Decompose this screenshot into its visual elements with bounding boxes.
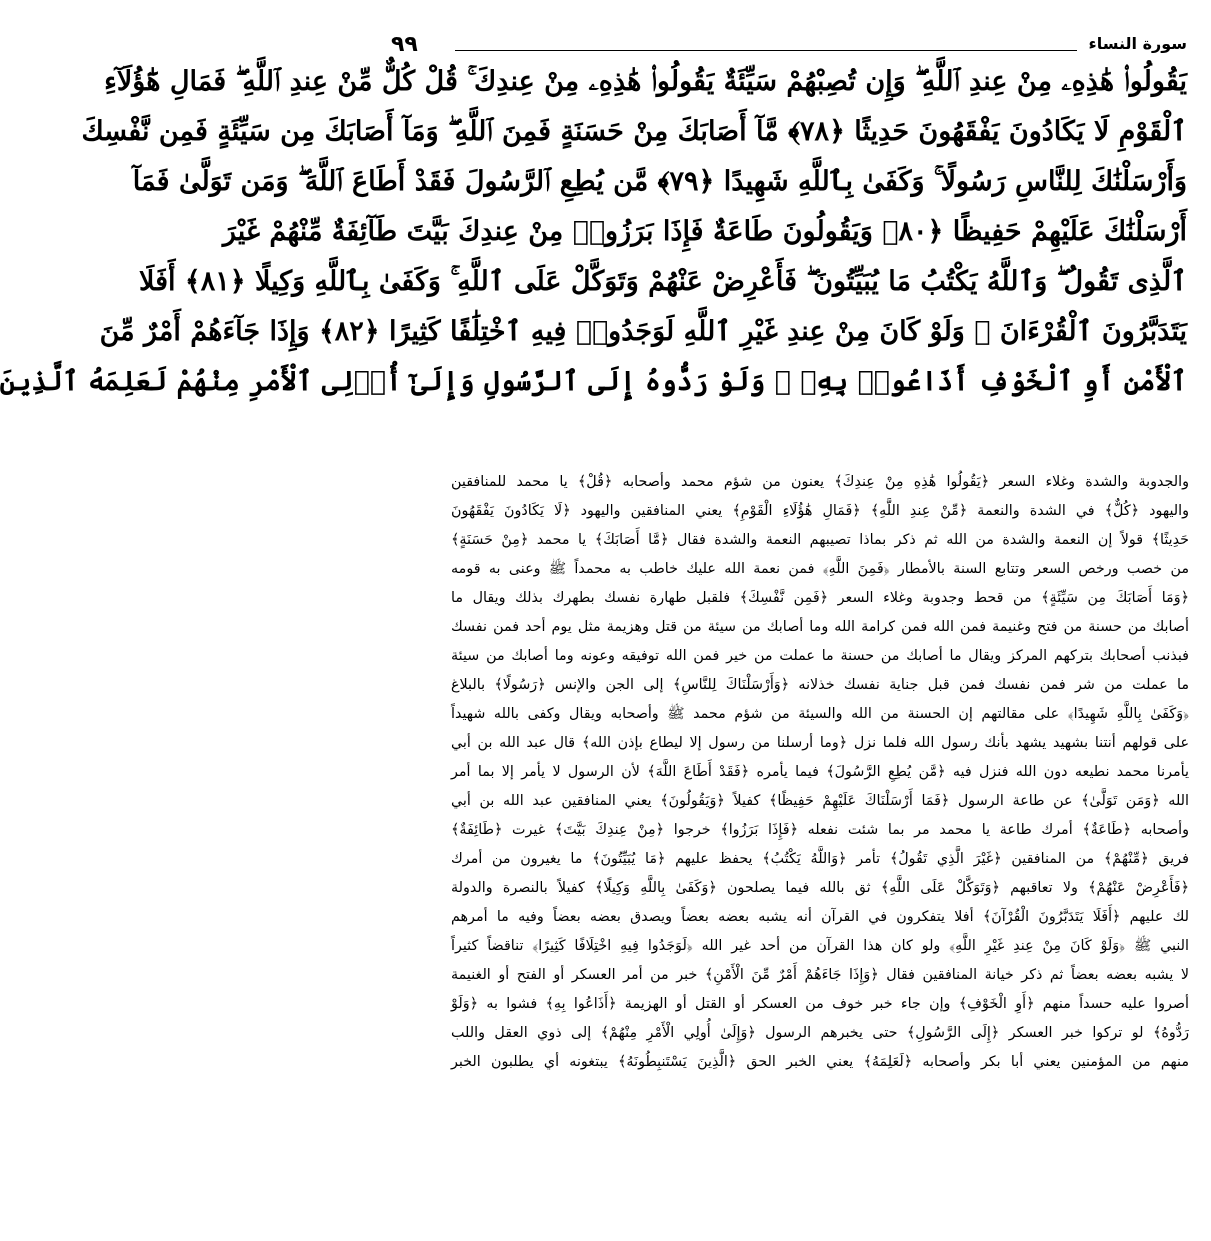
surah-name: سورة النساء [1088, 34, 1187, 53]
tafsir-line: فريق ﴿مِّنْهُمْ﴾ من المنافقين ﴿غَيْرَ الَّذِي تَقُولُ﴾ تأمر ﴿وَاللَّهُ يَكْتُبُ﴾ يحفظ عليهم ﴿مَا يُبَيِّتُونَ﴾ ما يغيرون من أمرك [451, 851, 1189, 867]
quran-text-block [0, 66, 1187, 416]
tafsir-line: على قولهم أنتنا بشهيد يشهد بأنك رسول الله فلما نزل ﴿وما أرسلنا من رسول إلا ليطاع بإذن الله﴾ قال عبد الله بن أبي [451, 735, 1189, 751]
tafsir-line: ﴿وَكَفَىٰ بِاللَّهِ شَهِيدًا﴾ على مقالتهم إن الحسنة من الله والسيئة من شؤم محمد ﷺ وأصحابه ويقال وكفى بالله شهيداً [451, 706, 1189, 722]
tafsir-line: لك عليهم ﴿أَفَلَا يَتَدَبَّرُونَ الْقُرْآنَ﴾ أفلا يتفكرون في القرآن أنه يشبه بعضه بعضاً ويصدق بعضه بعضاً وفيه ما أمرهم [451, 909, 1189, 925]
quran-line: ٱلْأَمْنِ أَوِ ٱلْخَوْفِ أَذَاعُوا۟ بِهِۦ ۖ وَلَوْ رَدُّوهُ إِلَى ٱلرَّسُولِ وَإِلَىٰٓ أُو۟لِى ٱلْأَمْرِ مِنْهُمْ لَعَلِمَهُ ٱلَّذِينَ [0, 366, 1187, 397]
tafsir-line: حَدِيثًا﴾ قولاً إن النعمة والشدة من الله ثم ذكر بماذا تصيبهم النعمة والشدة فقال ﴿مَّا أَصَابَكَ﴾ يا محمد ﴿مِنْ حَسَنَةٍ﴾ [451, 532, 1189, 548]
tafsir-line: والجدوبة والشدة وغلاء السعر ﴿يَقُولُوا هَٰذِهِ مِنْ عِندِكَ﴾ يعنون من شؤم محمد وأصحابه ﴿قُلْ﴾ يا محمد للمنافقين [451, 474, 1189, 490]
tafsir-line: فبذنب أصحابك بتركهم المركز ويقال ما أصابك من حسنة ما عملت من خير فمن الله توفيقه وعونه وما أصابك من سيئة [451, 648, 1189, 664]
tafsir-line: وأصحابه ﴿طَاعَةٌ﴾ أمرك طاعة يا محمد مر بما شئت نفعله ﴿فَإِذَا بَرَزُوا﴾ خرجوا ﴿مِنْ عِندِكَ بَيَّتَ﴾ غيرت ﴿طَائِفَةٌ﴾ [451, 822, 1189, 838]
tafsir-line: من خصب ورخص السعر وتتابع السنة بالأمطار ﴿فَمِنَ اللَّهِ﴾ فمن نعمة الله عليك خاطب به محمداً ﷺ وعنى به قومه [451, 561, 1189, 577]
tafsir-line: أصروا عليه حسداً منهم ﴿أَوِ الْخَوْفِ﴾ وإن جاء خبر خوف من العسكر أو القتل أو الهزيمة ﴿أَذَاعُوا بِهِ﴾ فشوا به ﴿وَلَوْ [451, 996, 1189, 1012]
tafsir-line: أصابك من حسنة من فتح وغنيمة فمن الله فمن كرامة الله وما أصابك من سيئة من قتل وهزيمة مثل يوم أحد فمن نفسك [451, 619, 1189, 635]
header-rule [455, 50, 1077, 51]
quran-line: أَرْسَلْنَٰكَ عَلَيْهِمْ حَفِيظًا ﴿٨٠﴾ وَيَقُولُونَ طَاعَةٌ فَإِذَا بَرَزُوا۟ مِنْ عِندِكَ بَيَّتَ طَآئِفَةٌ مِّنْهُمْ غَيْرَ [222, 216, 1187, 247]
tafsir-line: منهم من المؤمنين يعني أبا بكر وأصحابه ﴿لَعَلِمَهُ﴾ يعني الخبر الحق ﴿الَّذِينَ يَسْتَنبِطُونَهُ﴾ يبتغونه أي يطلبون الخبر [451, 1054, 1189, 1070]
tafsir-line: الله ﴿وَمَن تَوَلَّىٰ﴾ عن طاعة الرسول ﴿فَمَا أَرْسَلْنَاكَ عَلَيْهِمْ حَفِيظًا﴾ كفيلاً ﴿وَيَقُولُونَ﴾ يعني المنافقين عبد الله بن أبي [451, 793, 1189, 809]
tafsir-line: رَدُّوهُ﴾ لو تركوا خبر العسكر ﴿إِلَى الرَّسُولِ﴾ حتى يخبرهم الرسول ﴿وَإِلَىٰ أُولِي الْأَمْرِ مِنْهُمْ﴾ إلى ذوي العقل واللب [451, 1025, 1189, 1041]
quran-line: ٱلَّذِى تَقُولُ ۖ وَٱللَّهُ يَكْتُبُ مَا يُبَيِّتُونَ ۖ فَأَعْرِضْ عَنْهُمْ وَتَوَكَّلْ عَلَى ٱللَّهِ ۚ وَكَفَىٰ بِٱللَّهِ وَكِيلًا ﴿٨١﴾ أَفَلَا [139, 266, 1187, 297]
tafsir-line: يأمرنا محمد نطيعه دون الله فنزل فيه ﴿مَّن يُطِعِ الرَّسُولَ﴾ فيما يأمره ﴿فَقَدْ أَطَاعَ اللَّهَ﴾ لأن الرسول لا يأمر إلا بما أمر [451, 764, 1189, 780]
quran-line: ٱلْقَوْمِ لَا يَكَادُونَ يَفْقَهُونَ حَدِيثًا ﴿٧٨﴾ مَّآ أَصَابَكَ مِنْ حَسَنَةٍ فَمِنَ ٱللَّهِ ۖ وَمَآ أَصَابَكَ مِن سَيِّئَةٍ فَمِن نَّفْسِكَ [81, 116, 1187, 147]
page-number: ٩٩ [391, 32, 418, 57]
tafsir-line: النبي ﷺ ﴿وَلَوْ كَانَ مِنْ عِندِ غَيْرِ اللَّهِ﴾ ولو كان هذا القرآن من أحد غير الله ﴿لَوَجَدُوا فِيهِ اخْتِلَافًا كَثِيرًا﴾ تناقضاً كثيراً [451, 938, 1189, 954]
tafsir-line: ما عملت من شر فمن نفسك فمن قبل جناية نفسك خذلانه ﴿وَأَرْسَلْنَاكَ لِلنَّاسِ﴾ إلى الجن والإنس ﴿رَسُولًا﴾ بالبلاغ [451, 677, 1189, 693]
tafsir-line: ﴿فَأَعْرِضْ عَنْهُمْ﴾ ولا تعاقبهم ﴿وَتَوَكَّلْ عَلَى اللَّهِ﴾ ثق بالله فيما يصلحون ﴿وَكَفَىٰ بِاللَّهِ وَكِيلًا﴾ كفيلاً بالنصرة والدولة [451, 880, 1189, 896]
tafsir-line: لا يشبه بعضه بعضاً ثم ذكر خيانة المنافقين فقال ﴿وَإِذَا جَاءَهُمْ أَمْرٌ مِّنَ الْأَمْنِ﴾ خبر من أمر العسكر أو الفتح أو الغنيمة [451, 967, 1189, 983]
quran-line: يَتَدَبَّرُونَ ٱلْقُرْءَانَ ۚ وَلَوْ كَانَ مِنْ عِندِ غَيْرِ ٱللَّهِ لَوَجَدُوا۟ فِيهِ ٱخْتِلَٰفًا كَثِيرًا ﴿٨٢﴾ وَإِذَا جَآءَهُمْ أَمْرٌ مِّنَ [99, 316, 1187, 347]
quran-line: يَقُولُوا۟ هَٰذِهِۦ مِنْ عِندِ ٱللَّهِ ۖ وَإِن تُصِبْهُمْ سَيِّئَةٌ يَقُولُوا۟ هَٰذِهِۦ مِنْ عِندِكَ ۚ قُلْ كُلٌّ مِّنْ عِندِ ٱللَّهِ ۖ فَمَالِ هَٰٓؤُلَآءِ [104, 66, 1187, 97]
quran-line: وَأَرْسَلْنَٰكَ لِلنَّاسِ رَسُولًا ۚ وَكَفَىٰ بِٱللَّهِ شَهِيدًا ﴿٧٩﴾ مَّن يُطِعِ ٱلرَّسُولَ فَقَدْ أَطَاعَ ٱللَّهَ ۖ وَمَن تَوَلَّىٰ فَمَآ [132, 166, 1187, 197]
page-header [391, 30, 1187, 60]
tafsir-line: ﴿وَمَا أَصَابَكَ مِن سَيِّئَةٍ﴾ من قحط وجدوبة وغلاء السعر ﴿فَمِن نَّفْسِكَ﴾ فلقبل طهارة نفسك بطهرك بذلك ويقال ما [451, 590, 1189, 606]
tafsir-text-block [451, 468, 1189, 1077]
tafsir-line: واليهود ﴿كُلٌّ﴾ في الشدة والنعمة ﴿مِّنْ عِندِ اللَّهِ﴾ ﴿فَمَالِ هَٰؤُلَاءِ الْقَوْمِ﴾ يعني المنافقين واليهود ﴿لَا يَكَادُونَ يَفْقَهُونَ [451, 503, 1189, 519]
